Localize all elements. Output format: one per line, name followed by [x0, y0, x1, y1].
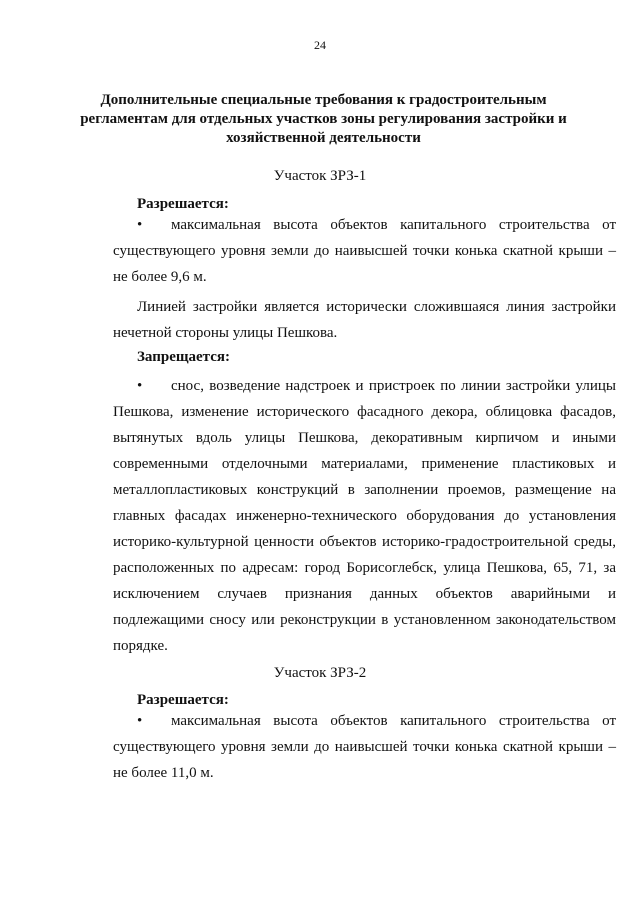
page-number: 24: [314, 38, 326, 52]
building-line-note-zrz1: Линией застройки является исторически сложившаяся линия застройки нечетной стороны улицы Пешкова.: [113, 299, 616, 341]
allowed-text-zrz2: максимальная высота объектов капитального строительства от существующего уровня земли до наивысшей точки конька скатной крыши – не более 11,0 м.: [113, 713, 616, 781]
forbidden-text-zrz1: снос, возведение надстроек и пристроек по линии застройки улицы Пешкова, изменение исторического фасадного декора, облицовка фасадов, вытянутых вдоль улицы Пешкова, декоративным кирпичом и иными современными отделочными материалами, применение пластиковых и металлопластиковых конструкций в заполнении проемов, размещение на главных фасадах инженерно-технического оборудования до установления историко-культурной ценности объектов историко-градостроительной среды, расположенных по адресам: город Борисоглебск, улица Пешкова, 65, 71, за исключением случаев признания данных объектов аварийными и подлежащими сносу или реконструкции в установленном законодательством порядке.: [113, 378, 616, 654]
allowed-label-zrz1: Разрешается:: [137, 196, 229, 212]
forbidden-label-zrz1: Запрещается:: [137, 349, 231, 365]
section-title-zrz2: Участок ЗРЗ-2: [273, 665, 367, 681]
bullet-icon: •: [137, 378, 143, 394]
bullet-icon: •: [137, 713, 143, 729]
document-heading: Дополнительные специальные требования к градостроительным регламентам для отдельных участков зоны регулирования застройки и хозяйственной деятельности: [80, 92, 567, 146]
allowed-text-zrz1: максимальная высота объектов капитального строительства от существующего уровня земли до наивысшей точки конька скатной крыши – не более 9,6 м.: [113, 217, 616, 285]
allowed-item-zrz2: [113, 708, 616, 786]
allowed-item-zrz1: [113, 212, 616, 290]
allowed-label-zrz2: Разрешается:: [137, 692, 229, 708]
forbidden-item-zrz1: [113, 373, 616, 659]
section-title-zrz1: Участок ЗРЗ-1: [273, 168, 367, 184]
bullet-icon: •: [137, 217, 143, 233]
